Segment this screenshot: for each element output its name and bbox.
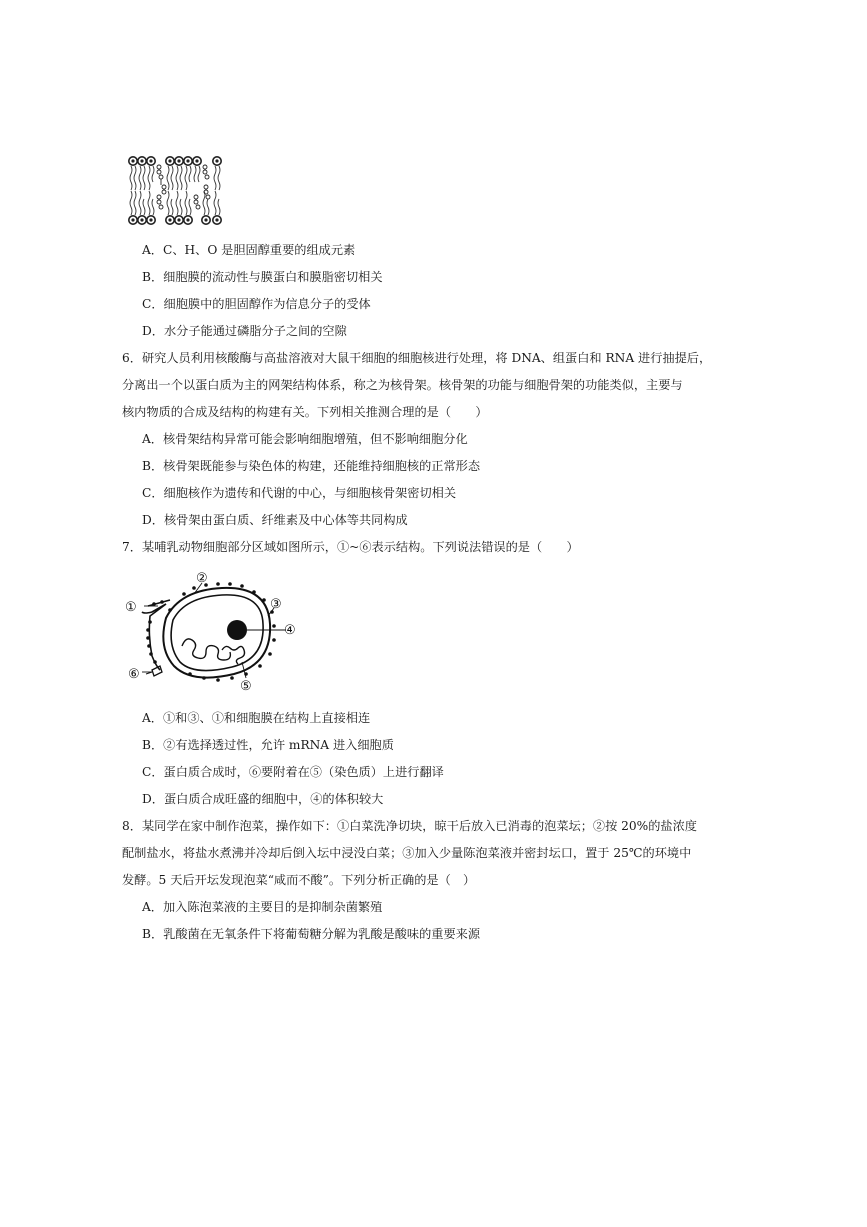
q6-stem-line-1: 6．研究人员利用核酸酶与高盐溶液对大鼠干细胞的细胞核进行处理，将 DNA、组蛋白和 RNA 进行抽提后， — [122, 351, 712, 365]
q5-option-b: B．细胞膜的流动性与膜蛋白和膜脂密切相关 — [142, 270, 383, 284]
q8-stem-line-3: 发酵。5 天后开坛发现泡菜“咸而不酸”。下列分析正确的是（ ） — [122, 873, 476, 887]
q8-stem-line-1: 8．某同学在家中制作泡菜，操作如下：①白菜洗净切块，晾干后放入已消毒的泡菜坛；②按 20%的盐浓度 — [122, 819, 697, 833]
q7-option-d: D．蛋白质合成旺盛的细胞中，④的体积较大 — [142, 792, 384, 806]
q6-option-d: D．核骨架由蛋白质、纤维素及中心体等共同构成 — [142, 513, 408, 527]
q6-option-b: B．核骨架既能参与染色体的构建，还能维持细胞核的正常形态 — [142, 459, 481, 473]
label-4: ④ — [284, 623, 296, 638]
cell-nucleus-figure — [122, 566, 307, 694]
label-3: ③ — [270, 597, 282, 612]
label-6: ⑥ — [128, 667, 140, 682]
q5-option-a: A．C、H、O 是胆固醇重要的组成元素 — [142, 243, 356, 257]
q6-stem-line-2: 分离出一个以蛋白质为主的网架结构体系，称之为核骨架。核骨架的功能与细胞骨架的功能类似，主要与 — [122, 378, 683, 392]
membrane-bilayer-figure — [126, 153, 226, 229]
q6-option-a: A．核骨架结构异常可能会影响细胞增殖，但不影响细胞分化 — [142, 432, 468, 446]
q7-option-c: C．蛋白质合成时，⑥要附着在⑤（染色质）上进行翻译 — [142, 765, 444, 779]
q5-option-d: D．水分子能通过磷脂分子之间的空隙 — [142, 324, 347, 338]
label-5: ⑤ — [240, 679, 252, 694]
label-2: ② — [196, 571, 208, 586]
q7-stem: 7．某哺乳动物细胞部分区域如图所示，①~⑥表示结构。下列说法错误的是（ ） — [122, 540, 579, 554]
q8-stem-line-2: 配制盐水，将盐水煮沸并冷却后倒入坛中浸没白菜；③加入少量陈泡菜液并密封坛口，置于 25℃的环境中 — [122, 846, 692, 860]
q5-option-c: C．细胞膜中的胆固醇作为信息分子的受体 — [142, 297, 371, 311]
q6-option-c: C．细胞核作为遗传和代谢的中心，与细胞核骨架密切相关 — [142, 486, 457, 500]
label-1: ① — [125, 600, 137, 615]
q8-option-a: A．加入陈泡菜液的主要目的是抑制杂菌繁殖 — [142, 900, 383, 914]
q8-option-b: B．乳酸菌在无氧条件下将葡萄糖分解为乳酸是酸味的重要来源 — [142, 927, 481, 941]
q7-option-a: A．①和③、①和细胞膜在结构上直接相连 — [142, 711, 371, 725]
q7-option-b: B．②有选择透过性，允许 mRNA 进入细胞质 — [142, 738, 394, 752]
q6-stem-line-3: 核内物质的合成及结构的构建有关。下列相关推测合理的是（ ） — [122, 405, 488, 419]
